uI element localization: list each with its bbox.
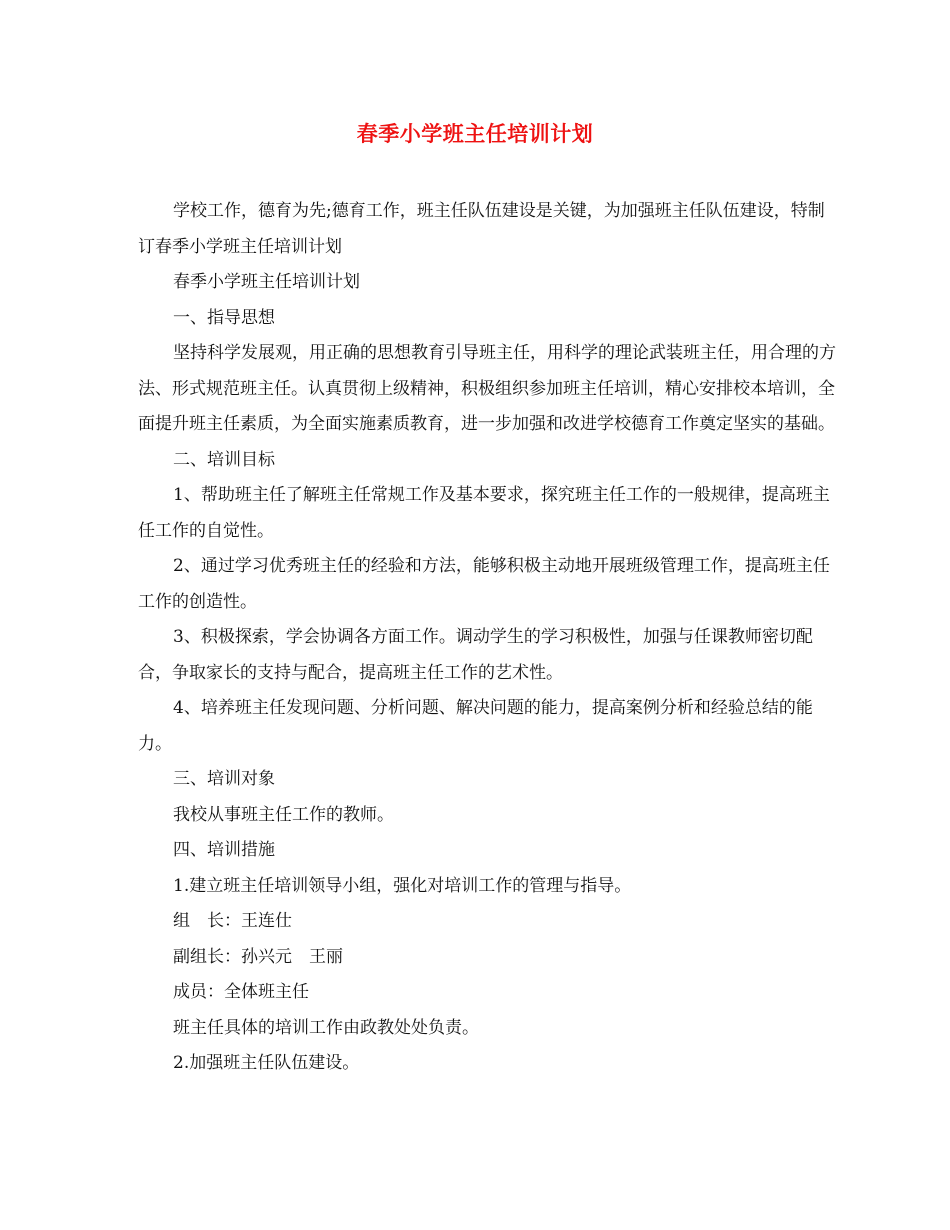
goal-item-3: 3、积极探索，学会协调各方面工作。调动学生的学习积极性，加强与任课教师密切配合，争取家长的支持与配合，提高班主任工作的艺术性。 xyxy=(138,627,813,683)
section-heading-training-targets: 三、培训对象 xyxy=(173,769,275,789)
goal-item-2: 2、通过学习优秀班主任的经验和方法，能够积极主动地开展班级管理工作，提高班主任工作的创造性。 xyxy=(138,556,830,612)
paragraph-training-targets: 我校从事班主任工作的教师。 xyxy=(173,804,394,825)
group-leader-line: 组 长：王连仕 xyxy=(173,911,292,931)
document-title: 春季小学班主任培训计划 xyxy=(356,121,594,146)
goal-item-1: 1、帮助班主任了解班主任常规工作及基本要求，探究班主任工作的一般规律，提高班主任工作的自觉性。 xyxy=(138,485,830,541)
measure-item-1: 1.建立班主任培训领导小组，强化对培训工作的管理与指导。 xyxy=(173,875,632,896)
members-line: 成员：全体班主任 xyxy=(173,982,309,1002)
measure-item-2: 2.加强班主任队伍建设。 xyxy=(173,1053,360,1073)
paragraph-plan-title: 春季小学班主任培训计划 xyxy=(173,272,360,292)
section-heading-guiding-ideology: 一、指导思想 xyxy=(173,307,275,328)
document-body xyxy=(138,194,838,1082)
responsibility-line: 班主任具体的培训工作由政教处处负责。 xyxy=(173,1017,479,1038)
goal-item-4: 4、培养班主任发现问题、分析问题、解决问题的能力，提高案例分析和经验总结的能力。 xyxy=(138,698,813,754)
section-heading-training-goals: 二、培训目标 xyxy=(173,449,275,470)
paragraph-intro: 学校工作，德育为先;德育工作，班主任队伍建设是关键，为加强班主任队伍建设，特制订春季小学班主任培训计划 xyxy=(138,201,825,257)
deputy-leader-line: 副组长：孙兴元 王丽 xyxy=(173,946,343,967)
section-heading-training-measures: 四、培训措施 xyxy=(173,840,275,860)
paragraph-guiding-ideology: 坚持科学发展观，用正确的思想教育引导班主任，用科学的理论武装班主任，用合理的方法、形式规范班主任。认真贯彻上级精神，积极组织参加班主任培训，精心安排校本培训，全面提升班主任素质，为全面实施素质教育，进一步加强和改进学校德育工作奠定坚实的基础。 xyxy=(138,343,836,434)
